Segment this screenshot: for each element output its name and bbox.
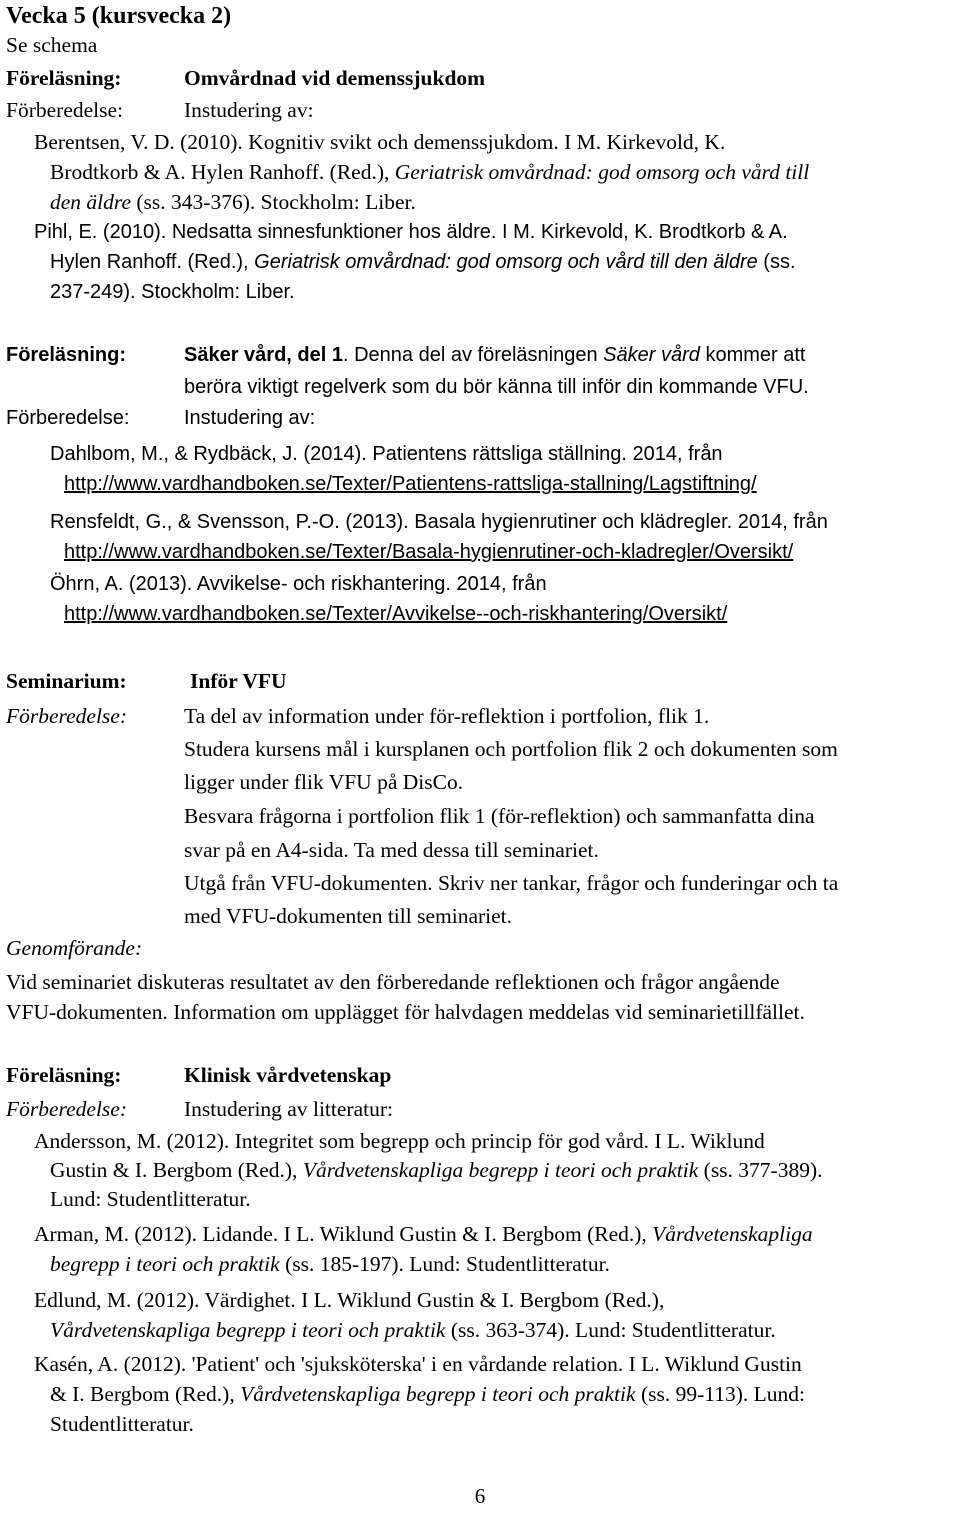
reference-line: Kasén, A. (2012). 'Patient' och 'sjuksköterska' i en vårdande relation. I L. Wiklund Gustin [34,1352,802,1376]
reference-line: Edlund, M. (2012). Värdighet. I L. Wiklund Gustin & I. Bergbom (Red.), [34,1288,665,1312]
prep-label: Förberedelse: [6,407,130,429]
week-title: Vecka 5 (kursvecka 2) [6,3,232,29]
prep-text-line: svar på en A4-sida. Ta med dessa till seminariet. [184,838,599,862]
prep-text-line: med VFU-dokumenten till seminariet. [184,904,513,928]
reference-line: den äldre (ss. 343-376). Stockholm: Liber. [50,190,416,214]
reference-line: Dahlbom, M., & Rydbäck, J. (2014). Patientens rättsliga ställning. 2014, från [50,443,723,465]
reference-line: Andersson, M. (2012). Integritet som begrepp och princip för god vård. I L. Wiklund [34,1129,765,1153]
see-schedule-text: Se schema [6,33,98,57]
lecture-label: Föreläsning: [6,1063,122,1087]
prep-text-line: Utgå från VFU-dokumenten. Skriv ner tankar, frågor och funderingar och ta [184,871,839,895]
reference-line: & I. Bergbom (Red.), Vårdvetenskapliga begrepp i teori och praktik (ss. 99-113). Lund: [50,1382,805,1406]
reference-line: Pihl, E. (2010). Nedsatta sinnesfunktioner hos äldre. I M. Kirkevold, K. Brodtkorb & A. [34,221,788,243]
reference-line: Arman, M. (2012). Lidande. I L. Wiklund Gustin & I. Bergbom (Red.), Vårdvetenskapliga [34,1222,813,1246]
reference-link[interactable]: http://www.vardhandboken.se/Texter/Patientens-rattsliga-stallning/Lagstiftning/ [64,473,757,495]
reference-line: Berentsen, V. D. (2010). Kognitiv svikt och demenssjukdom. I M. Kirkevold, K. [34,130,726,154]
prep-text: Instudering av: [184,98,314,122]
reference-link[interactable]: http://www.vardhandboken.se/Texter/Basala-hygienrutiner-och-kladregler/Oversikt/ [64,541,794,563]
reference-line: Gustin & I. Bergbom (Red.), Vårdvetenskapliga begrepp i teori och praktik (ss. 377-389). [50,1158,823,1182]
lecture-title: Klinisk vårdvetenskap [184,1063,392,1087]
prep-label: Förberedelse: [6,98,124,122]
prep-text: Instudering av litteratur: [184,1097,393,1121]
lecture-title: Omvårdnad vid demenssjukdom [184,66,486,90]
seminar-title: Inför VFU [190,669,287,693]
reference-line: begrepp i teori och praktik (ss. 185-197). Lund: Studentlitteratur. [50,1252,610,1276]
prep-text-line: Studera kursens mål i kursplanen och portfolion flik 2 och dokumenten som [184,737,838,761]
prep-text-line: Besvara frågorna i portfolion flik 1 (för-reflektion) och sammanfatta dina [184,804,815,828]
reference-line: Brodtkorb & A. Hylen Ranhoff. (Red.), Geriatrisk omvårdnad: god omsorg och vård till [50,160,810,184]
lecture-description: beröra viktigt regelverk som du bör känna till inför din kommande VFU. [184,376,809,398]
lecture-label: Föreläsning: [6,344,127,366]
lecture-description: Säker vård, del 1. Denna del av föreläsningen Säker vård kommer att [184,344,806,366]
reference-line: Rensfeldt, G., & Svensson, P.-O. (2013). Basala hygienrutiner och klädregler. 2014, från [50,511,828,533]
lecture-label: Föreläsning: [6,66,122,90]
reference-line: Lund: Studentlitteratur. [50,1187,251,1211]
implementation-text: Vid seminariet diskuteras resultatet av den förberedande reflektionen och frågor angående [6,970,780,994]
implementation-text: VFU-dokumenten. Information om upplägget för halvdagen meddelas vid seminarietillfället. [6,1000,805,1024]
reference-line: 237-249). Stockholm: Liber. [50,281,295,303]
prep-text-line: Ta del av information under för-reflektion i portfolion, flik 1. [184,704,710,728]
prep-label: Förberedelse: [6,704,127,728]
reference-link[interactable]: http://www.vardhandboken.se/Texter/Avvikelse--och-riskhantering/Oversikt/ [64,603,728,625]
prep-text: Instudering av: [184,407,316,429]
reference-line: Studentlitteratur. [50,1412,194,1436]
reference-line: Hylen Ranhoff. (Red.), Geriatrisk omvårdnad: god omsorg och vård till den äldre (ss. [50,251,796,273]
seminar-label: Seminarium: [6,669,127,693]
lecture-title: Säker vård, del 1 [184,344,343,366]
prep-label: Förberedelse: [6,1097,127,1121]
page-number: 6 [474,1484,486,1508]
reference-line: Vårdvetenskapliga begrepp i teori och praktik (ss. 363-374). Lund: Studentlitteratur. [50,1318,776,1342]
prep-text-line: ligger under flik VFU på DisCo. [184,770,464,794]
implementation-label: Genomförande: [6,936,143,960]
reference-line: Öhrn, A. (2013). Avvikelse- och riskhantering. 2014, från [50,573,547,595]
